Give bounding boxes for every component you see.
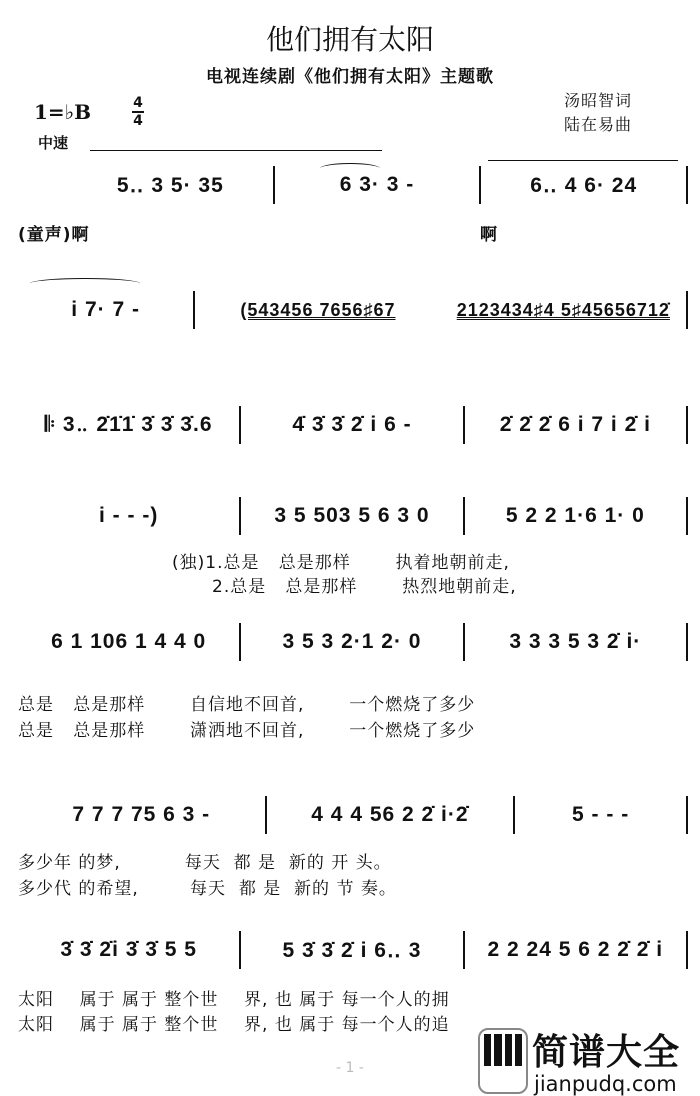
measure: 6 1 106 1 4 4 0: [51, 630, 207, 653]
tempo-marking: 中速: [38, 134, 69, 152]
lyric-verse-1: (独)1.总是 总是那样 执着地朝前走,: [172, 553, 510, 573]
lyric-verse-1: 总是 总是那样 自信地不回首, 一个燃烧了多少: [18, 695, 476, 715]
time-signature: [132, 96, 144, 128]
barline: [686, 796, 688, 834]
lyric-verse-1: 多少年 的梦, 每天 都 是 新的 开 头。: [18, 853, 392, 873]
measure: 3 3 3 5 3 2̇ i·: [509, 630, 642, 653]
staff-row-1: [18, 165, 688, 205]
staff-row-5: [18, 622, 688, 662]
song-subtitle: 电视连续剧《他们拥有太阳》主题歌: [206, 67, 494, 87]
piano-keys-icon: [478, 1028, 528, 1094]
staff-row-7: [18, 930, 688, 970]
barline: [686, 406, 688, 444]
measure: 4̇ 3̇ 3̇ 2̇ i 6 -: [292, 413, 412, 436]
measure: i - - -): [99, 504, 159, 527]
measure: 7 7 7 75 6 3 -: [72, 803, 211, 826]
page-number: - 1 -: [336, 1060, 364, 1076]
lyric-voice-label: (童声)啊: [18, 225, 90, 245]
staff-row-2: [18, 290, 688, 330]
tie-slur: [30, 278, 140, 289]
watermark-logo: [478, 1028, 700, 1096]
measure: 6‥ 4 6· 24: [530, 173, 638, 197]
measure: 5‥ 3 5· 35: [116, 173, 224, 197]
measure: 5 2 2 1·6 1· 0: [505, 504, 645, 527]
staff-row-3: [18, 405, 688, 445]
key-signature: 1=♭B: [34, 100, 92, 124]
measure: i 7· 7 -: [71, 298, 140, 321]
song-title: 他们拥有太阳: [265, 23, 434, 56]
measure: (543456 7656♯67: [240, 299, 396, 320]
watermark-url: jianpudq.com: [534, 1072, 677, 1096]
measure: 2123434♯4 5♯45656712̇: [456, 299, 670, 320]
measure: 2̇ 2̇ 2̇ 6 i 7 i 2̇ i: [499, 413, 651, 436]
lyric-verse-1: 太阳 属于 属于 整个世 界, 也 属于 每一个人的拥: [18, 990, 450, 1010]
phrase-slur: [90, 150, 382, 159]
measure: 5 - - -: [572, 803, 630, 826]
barline: [686, 623, 688, 661]
lyric-verse-2: 2.总是 总是那样 热烈地朝前走,: [212, 577, 517, 597]
measure: 3 5 3 2·1 2· 0: [282, 630, 422, 653]
staff-row-6: [18, 795, 688, 835]
staff-row-4: [18, 496, 688, 536]
watermark-name: 简谱大全: [532, 1032, 681, 1073]
barline: [686, 497, 688, 535]
meter-bottom: 4: [133, 113, 143, 129]
lyricist-credit: 汤昭智词: [564, 91, 633, 110]
measure: 3̇ 3̇ 2̇i 3̇ 3̇ 5 5: [60, 938, 197, 961]
barline: [686, 166, 688, 204]
meter-top: 4: [133, 95, 143, 111]
measure: 3 5 503 5 6 3 0: [274, 504, 430, 527]
measure: 6 3· 3 -: [339, 173, 415, 196]
lyric-verse-2: 太阳 属于 属于 整个世 界, 也 属于 每一个人的追: [18, 1015, 450, 1035]
measure: 5 3̇ 3̇ 2̇ i 6‥ 3: [282, 938, 422, 962]
lyric-verse-2: 总是 总是那样 潇洒地不回首, 一个燃烧了多少: [18, 721, 476, 741]
measure: 𝄆 3‥ 2̇1̇1̇ 3̇ 3̇ 3̇.6: [44, 413, 213, 436]
measure: 2 2 24 5 6 2 2̇ 2̇ i: [487, 938, 664, 961]
barline: [686, 931, 688, 969]
measure: 4 4 4 56 2 2̇ i·2̇: [311, 803, 469, 826]
barline: [686, 291, 688, 329]
lyric-ah: 啊: [480, 225, 498, 245]
composer-credit: 陆在易曲: [564, 115, 633, 134]
lyric-verse-2: 多少代 的希望, 每天 都 是 新的 节 奏。: [18, 879, 397, 899]
